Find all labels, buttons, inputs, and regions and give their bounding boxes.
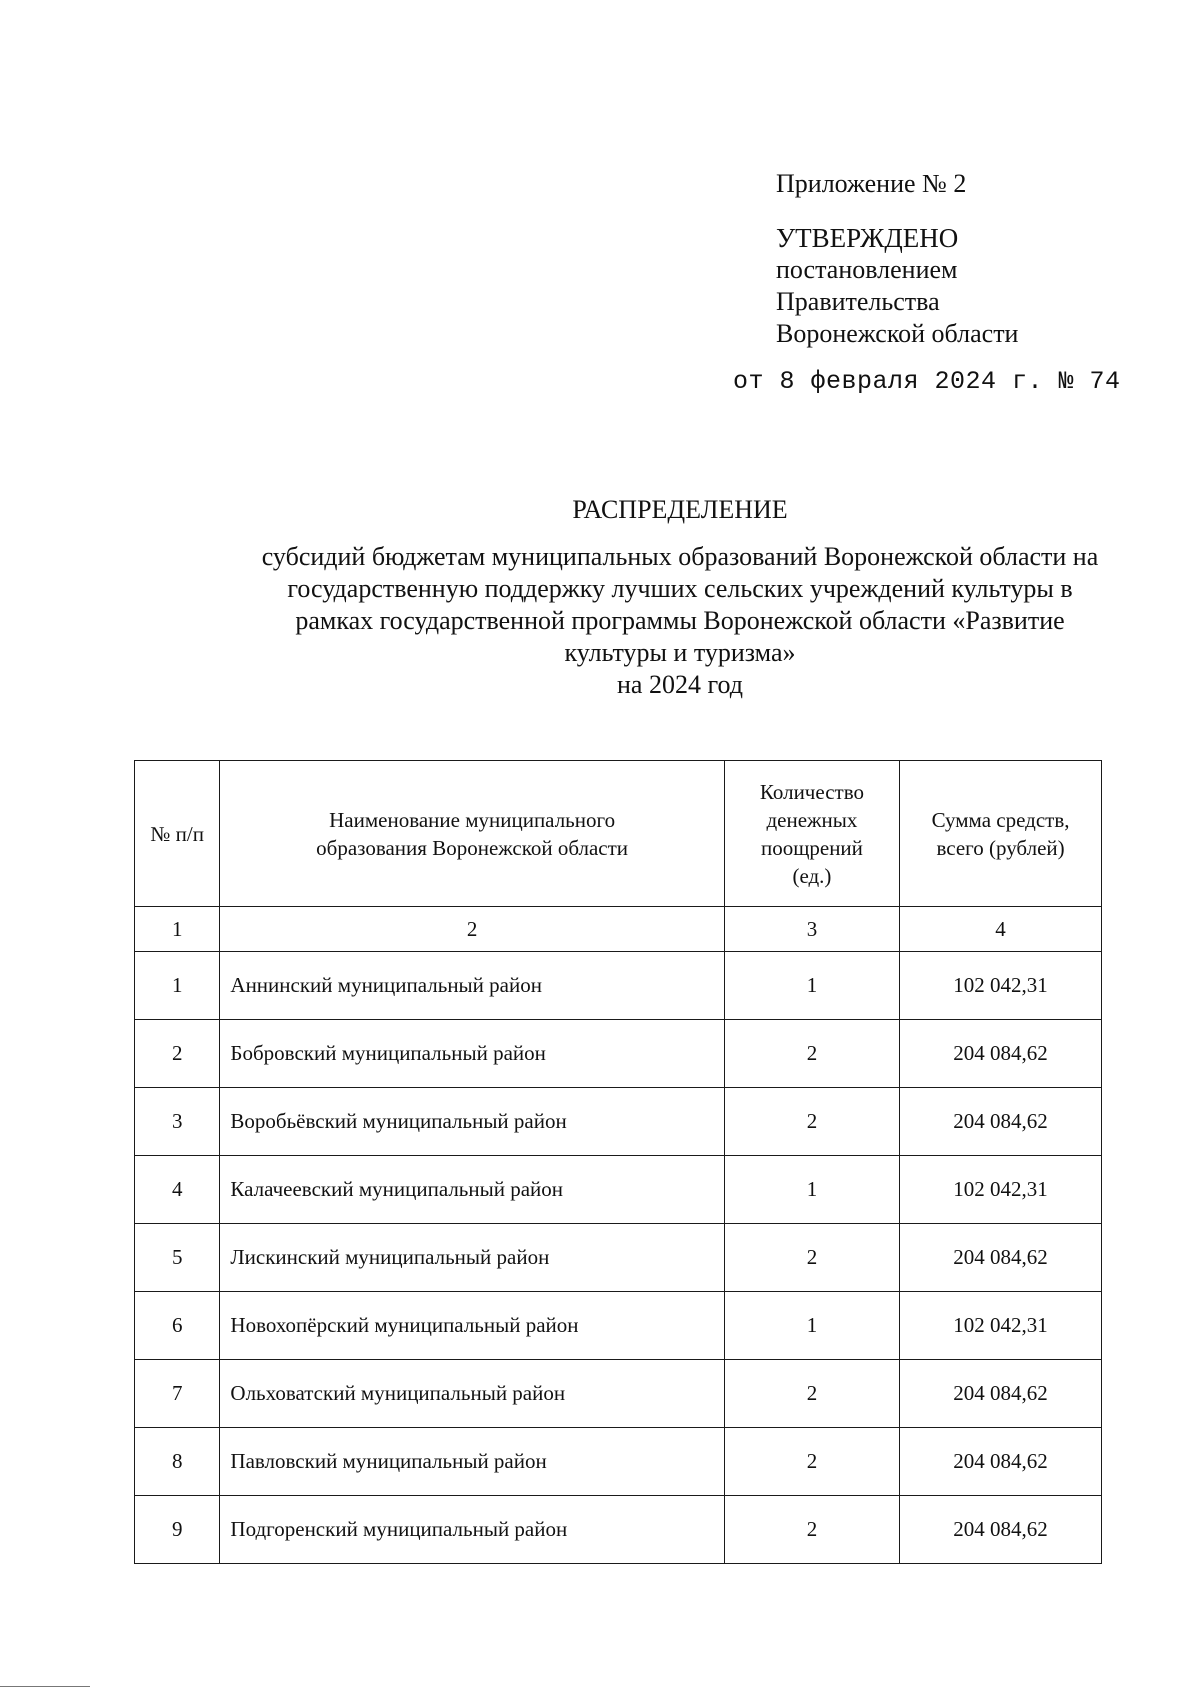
row-name: Воробьёвский муниципальный район [220, 1088, 724, 1156]
approval-block [733, 168, 1156, 396]
header-sum-line-1: Сумма средств, [931, 807, 1070, 832]
row-name: Лискинский муниципальный район [220, 1224, 724, 1292]
column-number: 4 [900, 907, 1102, 952]
subtitle-line-2: государственную поддержку лучших сельских учреждений культуры в [287, 574, 1073, 603]
header-count-line-1: Количество [759, 779, 864, 804]
row-num: 2 [135, 1020, 220, 1088]
column-number: 1 [135, 907, 220, 952]
row-sum: 102 042,31 [900, 952, 1102, 1020]
row-num: 8 [135, 1428, 220, 1496]
table-row [135, 1020, 1102, 1088]
row-name: Аннинский муниципальный район [220, 952, 724, 1020]
approval-line-3: Воронежской области [776, 319, 1019, 348]
approval-line-1: постановлением [776, 255, 958, 284]
approved-heading: УТВЕРЖДЕНО [776, 223, 959, 253]
row-name: Павловский муниципальный район [220, 1428, 724, 1496]
row-num: 3 [135, 1088, 220, 1156]
row-count: 1 [724, 1156, 899, 1224]
table-row [135, 1224, 1102, 1292]
table-row [135, 1360, 1102, 1428]
row-count: 2 [724, 1496, 899, 1564]
table-row [135, 1156, 1102, 1224]
approval-line-2: Правительства [776, 287, 940, 316]
column-number: 2 [220, 907, 724, 952]
table-header-row [135, 761, 1102, 907]
column-number-row [135, 907, 1102, 952]
row-sum: 204 084,62 [900, 1496, 1102, 1564]
row-sum: 102 042,31 [900, 1292, 1102, 1360]
appendix-label: Приложение № 2 [776, 169, 967, 198]
footer-divider [0, 1686, 90, 1687]
row-name: Бобровский муниципальный район [220, 1020, 724, 1088]
subtitle-line-1: субсидий бюджетам муниципальных образований Воронежской области на [261, 542, 1099, 571]
row-num: 4 [135, 1156, 220, 1224]
row-name: Новохопёрский муниципальный район [220, 1292, 724, 1360]
subtitle-line-4: культуры и туризма» [564, 638, 796, 667]
subtitle-line-5: на 2024 год [617, 670, 743, 699]
row-name: Подгоренский муниципальный район [220, 1496, 724, 1564]
document-subtitle [210, 541, 1150, 701]
row-sum: 204 084,62 [900, 1428, 1102, 1496]
header-name [220, 761, 724, 907]
row-count: 1 [724, 952, 899, 1020]
row-count: 2 [724, 1088, 899, 1156]
header-name-line-2: образования Воронежской области [316, 835, 629, 860]
column-number: 3 [724, 907, 899, 952]
header-count [724, 761, 899, 907]
row-count: 2 [724, 1224, 899, 1292]
row-count: 1 [724, 1292, 899, 1360]
subtitle-line-3: рамках государственной программы Воронежской области «Развитие [295, 606, 1065, 635]
row-num: 5 [135, 1224, 220, 1292]
row-sum: 204 084,62 [900, 1020, 1102, 1088]
header-count-line-4: (ед.) [792, 863, 832, 888]
row-count: 2 [724, 1428, 899, 1496]
table-row [135, 1496, 1102, 1564]
row-num: 1 [135, 952, 220, 1020]
header-name-line-1: Наименование муниципального [329, 807, 616, 832]
distribution-table [134, 760, 1102, 1564]
header-num: № п/п [135, 761, 220, 907]
table-row [135, 1428, 1102, 1496]
header-sum-line-2: всего (рублей) [936, 835, 1065, 860]
header-count-line-2: денежных [766, 807, 858, 832]
table-row [135, 1292, 1102, 1360]
document-title: РАСПРЕДЕЛЕНИЕ [572, 495, 788, 524]
row-name: Калачеевский муниципальный район [220, 1156, 724, 1224]
header-count-line-3: поощрений [760, 835, 863, 860]
table-row [135, 1088, 1102, 1156]
row-num: 7 [135, 1360, 220, 1428]
row-sum: 102 042,31 [900, 1156, 1102, 1224]
table-row [135, 952, 1102, 1020]
row-count: 2 [724, 1020, 899, 1088]
row-name: Ольховатский муниципальный район [220, 1360, 724, 1428]
row-sum: 204 084,62 [900, 1088, 1102, 1156]
row-num: 9 [135, 1496, 220, 1564]
row-num: 6 [135, 1292, 220, 1360]
row-sum: 204 084,62 [900, 1360, 1102, 1428]
row-sum: 204 084,62 [900, 1224, 1102, 1292]
row-count: 2 [724, 1360, 899, 1428]
header-sum [900, 761, 1102, 907]
approval-date-number: от 8 февраля 2024 г. № 74 [733, 367, 1121, 396]
